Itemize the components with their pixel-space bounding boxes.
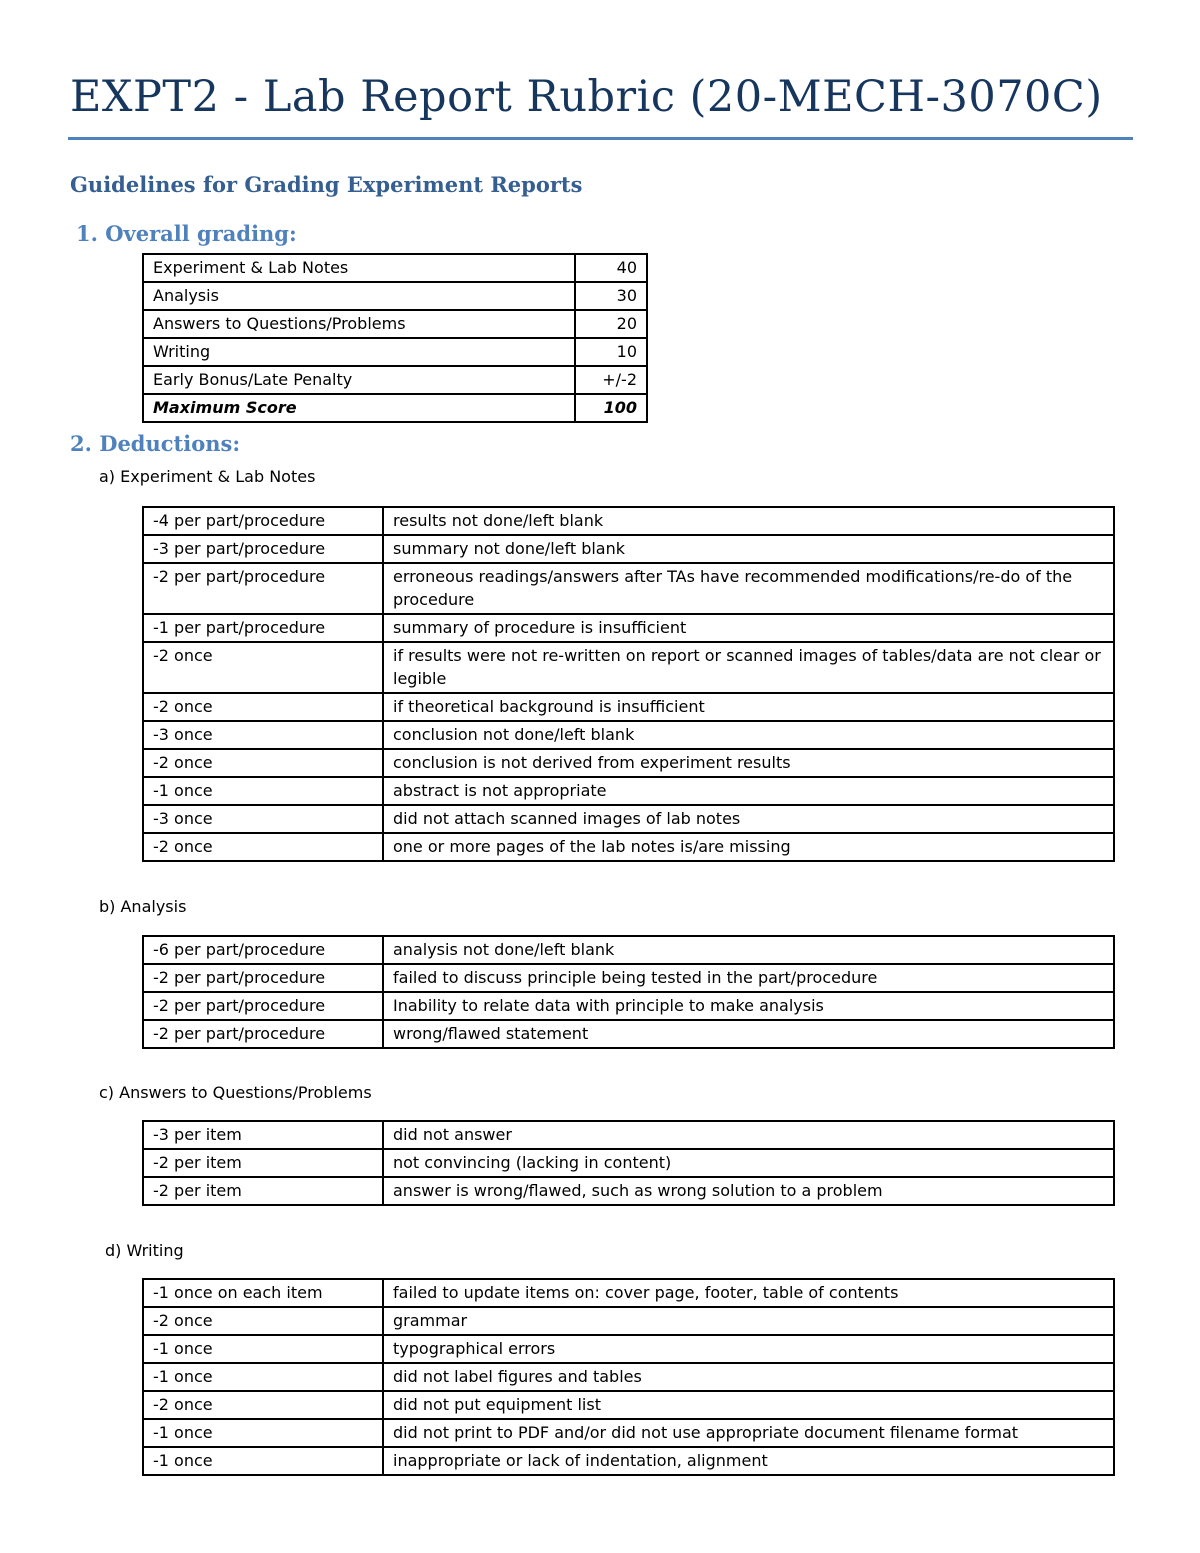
category-cell: Writing xyxy=(143,338,575,366)
deduction-cell: -2 per item xyxy=(143,1149,383,1177)
deduction-cell: -3 per part/procedure xyxy=(143,535,383,563)
deduction-cell: -2 once xyxy=(143,1391,383,1419)
reason-cell: did not label figures and tables xyxy=(383,1363,1114,1391)
deduction-cell: -2 once xyxy=(143,1307,383,1335)
deduction-cell: -4 per part/procedure xyxy=(143,507,383,535)
overall-grading-heading: 1. Overall grading: xyxy=(76,221,297,246)
deduction-cell: -1 once xyxy=(143,777,383,805)
reason-cell: analysis not done/left blank xyxy=(383,936,1114,964)
reason-cell: conclusion not done/left blank xyxy=(383,721,1114,749)
reason-cell: inappropriate or lack of indentation, alignment xyxy=(383,1447,1114,1475)
table-row xyxy=(143,833,1114,861)
deduction-cell: -2 once xyxy=(143,693,383,721)
table-row xyxy=(143,1391,1114,1419)
category-cell: Experiment & Lab Notes xyxy=(143,254,575,282)
table-row xyxy=(143,1279,1114,1307)
reason-cell: summary of procedure is insufficient xyxy=(383,614,1114,642)
table-row xyxy=(143,936,1114,964)
table-row xyxy=(143,614,1114,642)
table-row xyxy=(143,1363,1114,1391)
table-row xyxy=(143,805,1114,833)
points-cell: 10 xyxy=(575,338,647,366)
points-cell: +/-2 xyxy=(575,366,647,394)
table-row xyxy=(143,693,1114,721)
writing-section-title: d) Writing xyxy=(105,1241,184,1260)
answers-section-title: c) Answers to Questions/Problems xyxy=(99,1083,372,1102)
overall-grading-table xyxy=(142,253,648,423)
table-row xyxy=(143,642,1114,693)
category-cell: Early Bonus/Late Penalty xyxy=(143,366,575,394)
points-cell: 40 xyxy=(575,254,647,282)
reason-cell: failed to update items on: cover page, footer, table of contents xyxy=(383,1279,1114,1307)
reason-cell: did not answer xyxy=(383,1121,1114,1149)
table-row xyxy=(143,964,1114,992)
table-row xyxy=(143,1419,1114,1447)
deduction-cell: -1 once xyxy=(143,1363,383,1391)
experiment-deductions-table xyxy=(142,506,1115,862)
table-row xyxy=(143,1447,1114,1475)
category-cell: Maximum Score xyxy=(143,394,575,422)
title-underline xyxy=(68,137,1133,140)
points-cell: 20 xyxy=(575,310,647,338)
analysis-deductions-table xyxy=(142,935,1115,1049)
deduction-cell: -3 once xyxy=(143,805,383,833)
table-row xyxy=(143,254,647,282)
table-row xyxy=(143,1177,1114,1205)
category-cell: Analysis xyxy=(143,282,575,310)
table-row xyxy=(143,366,647,394)
table-row xyxy=(143,721,1114,749)
deduction-cell: -3 per item xyxy=(143,1121,383,1149)
reason-cell: one or more pages of the lab notes is/are missing xyxy=(383,833,1114,861)
reason-cell: wrong/flawed statement xyxy=(383,1020,1114,1048)
table-row xyxy=(143,992,1114,1020)
table-row xyxy=(143,1149,1114,1177)
table-row xyxy=(143,1335,1114,1363)
reason-cell: did not attach scanned images of lab notes xyxy=(383,805,1114,833)
deduction-cell: -6 per part/procedure xyxy=(143,936,383,964)
deduction-cell: -1 once xyxy=(143,1447,383,1475)
reason-cell: if results were not re-written on report or scanned images of tables/data are not clear or legible xyxy=(383,642,1114,693)
deduction-cell: -1 once xyxy=(143,1335,383,1363)
table-row xyxy=(143,777,1114,805)
deduction-cell: -2 per item xyxy=(143,1177,383,1205)
deduction-cell: -2 once xyxy=(143,642,383,693)
deduction-cell: -2 per part/procedure xyxy=(143,1020,383,1048)
deduction-cell: -2 once xyxy=(143,833,383,861)
reason-cell: summary not done/left blank xyxy=(383,535,1114,563)
deduction-cell: -1 once on each item xyxy=(143,1279,383,1307)
reason-cell: grammar xyxy=(383,1307,1114,1335)
guidelines-heading: Guidelines for Grading Experiment Reports xyxy=(70,172,583,197)
reason-cell: results not done/left blank xyxy=(383,507,1114,535)
reason-cell: abstract is not appropriate xyxy=(383,777,1114,805)
analysis-section-title: b) Analysis xyxy=(99,897,187,916)
deductions-heading: 2. Deductions: xyxy=(70,431,241,456)
table-row xyxy=(143,749,1114,777)
points-cell: 100 xyxy=(575,394,647,422)
reason-cell: Inability to relate data with principle to make analysis xyxy=(383,992,1114,1020)
answers-deductions-table xyxy=(142,1120,1115,1206)
deduction-cell: -3 once xyxy=(143,721,383,749)
deduction-cell: -2 per part/procedure xyxy=(143,992,383,1020)
points-cell: 30 xyxy=(575,282,647,310)
table-row xyxy=(143,563,1114,614)
table-row xyxy=(143,310,647,338)
document-title: EXPT2 - Lab Report Rubric (20-MECH-3070C) xyxy=(70,72,1103,122)
reason-cell: did not put equipment list xyxy=(383,1391,1114,1419)
table-row xyxy=(143,338,647,366)
reason-cell: erroneous readings/answers after TAs have recommended modifications/re-do of the procedure xyxy=(383,563,1114,614)
writing-deductions-table xyxy=(142,1278,1115,1476)
reason-cell: not convincing (lacking in content) xyxy=(383,1149,1114,1177)
table-row xyxy=(143,282,647,310)
reason-cell: typographical errors xyxy=(383,1335,1114,1363)
category-cell: Answers to Questions/Problems xyxy=(143,310,575,338)
experiment-section-title: a) Experiment & Lab Notes xyxy=(99,467,316,486)
table-row xyxy=(143,1020,1114,1048)
deduction-cell: -2 per part/procedure xyxy=(143,964,383,992)
deduction-cell: -2 once xyxy=(143,749,383,777)
deduction-cell: -2 per part/procedure xyxy=(143,563,383,614)
reason-cell: answer is wrong/flawed, such as wrong solution to a problem xyxy=(383,1177,1114,1205)
reason-cell: failed to discuss principle being tested in the part/procedure xyxy=(383,964,1114,992)
reason-cell: conclusion is not derived from experiment results xyxy=(383,749,1114,777)
table-row xyxy=(143,507,1114,535)
maximum-score-row xyxy=(143,394,647,422)
reason-cell: did not print to PDF and/or did not use appropriate document filename format xyxy=(383,1419,1114,1447)
table-row xyxy=(143,535,1114,563)
reason-cell: if theoretical background is insufficient xyxy=(383,693,1114,721)
deduction-cell: -1 per part/procedure xyxy=(143,614,383,642)
deduction-cell: -1 once xyxy=(143,1419,383,1447)
table-row xyxy=(143,1307,1114,1335)
table-row xyxy=(143,1121,1114,1149)
